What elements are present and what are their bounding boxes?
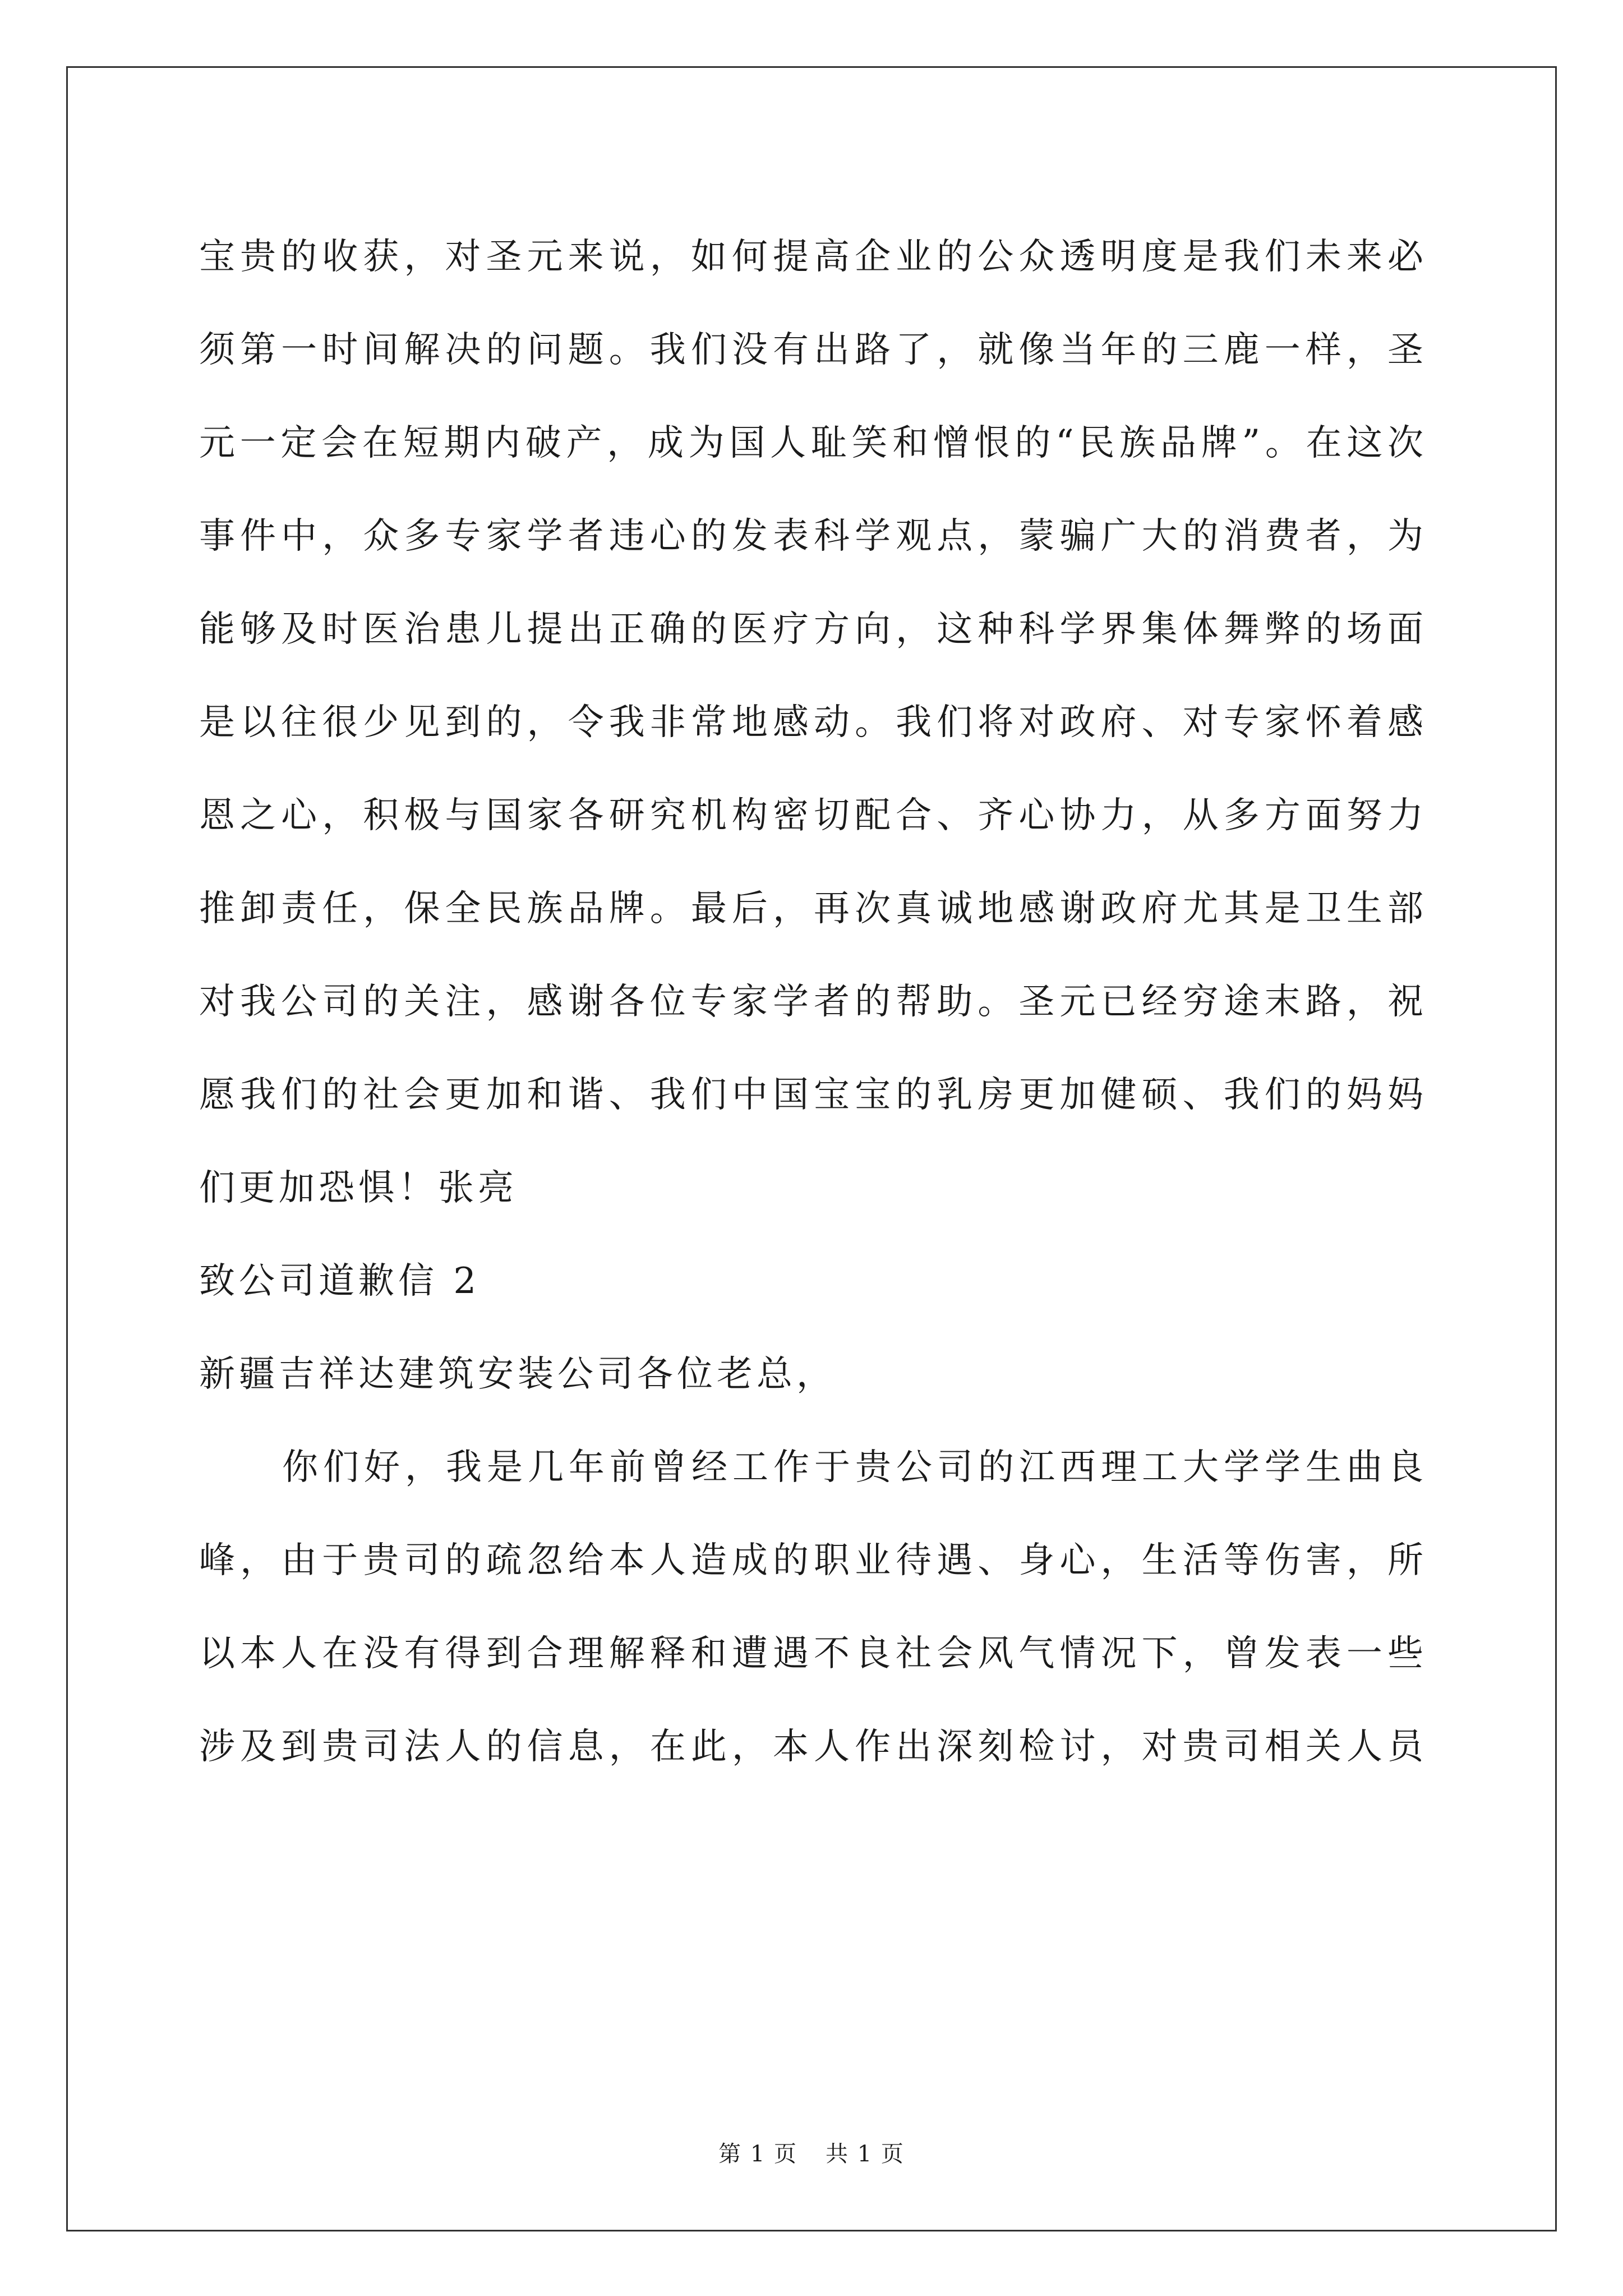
paragraph-line: 对我公司的关注，感谢各位专家学者的帮助。圣元已经穷途末路，祝 (199, 981, 1427, 1023)
paragraph-line: 们更加恐惧！张亮 (199, 1167, 518, 1209)
paragraph-line: 须第一时间解决的问题。我们没有出路了，就像当年的三鹿一样，圣 (199, 329, 1427, 371)
paragraph-line: 峰，由于贵司的疏忽给本人造成的职业待遇、身心，生活等伤害，所 (199, 1540, 1427, 1581)
paragraph-line: 涉及到贵司法人的信息，在此，本人作出深刻检讨，对贵司相关人员 (199, 1726, 1427, 1768)
paragraph-line: 推卸责任，保全民族品牌。最后，再次真诚地感谢政府尤其是卫生部 (199, 888, 1427, 930)
paragraph-line: 元一定会在短期内破产，成为国人耻笑和憎恨的“民族品牌”。在这次 (199, 422, 1427, 464)
paragraph-line: 愿我们的社会更加和谐、我们中国宝宝的乳房更加健硕、我们的妈妈 (199, 1074, 1427, 1116)
page-footer (0, 2136, 1623, 2168)
paragraph-line: 事件中，众多专家学者违心的发表科学观点，蒙骗广大的消费者，为 (199, 516, 1427, 557)
paragraph-line: 能够及时医治患儿提出正确的医疗方向，这种科学界集体舞弊的场面 (199, 609, 1427, 650)
paragraph-line: 恩之心，积极与国家各研究机构密切配合、齐心协力，从多方面努力 (199, 795, 1427, 836)
paragraph-line: 你们好，我是几年前曾经工作于贵公司的江西理工大学学生曲良 (282, 1447, 1427, 1488)
letter-salutation: 新疆吉祥达建筑安装公司各位老总， (199, 1354, 836, 1395)
document-body (199, 210, 1427, 1793)
paragraph-line: 以本人在没有得到合理解释和遭遇不良社会风气情况下，曾发表一些 (199, 1633, 1427, 1674)
page-total: 共 1 页 (826, 2141, 905, 2167)
page-number: 第 1 页 (718, 2141, 797, 2167)
paragraph-line: 宝贵的收获，对圣元来说，如何提高企业的公众透明度是我们未来必 (199, 236, 1427, 278)
paragraph-line: 是以往很少见到的，令我非常地感动。我们将对政府、对专家怀着感 (199, 702, 1427, 743)
letter-heading: 致公司道歉信 2 (199, 1260, 481, 1302)
